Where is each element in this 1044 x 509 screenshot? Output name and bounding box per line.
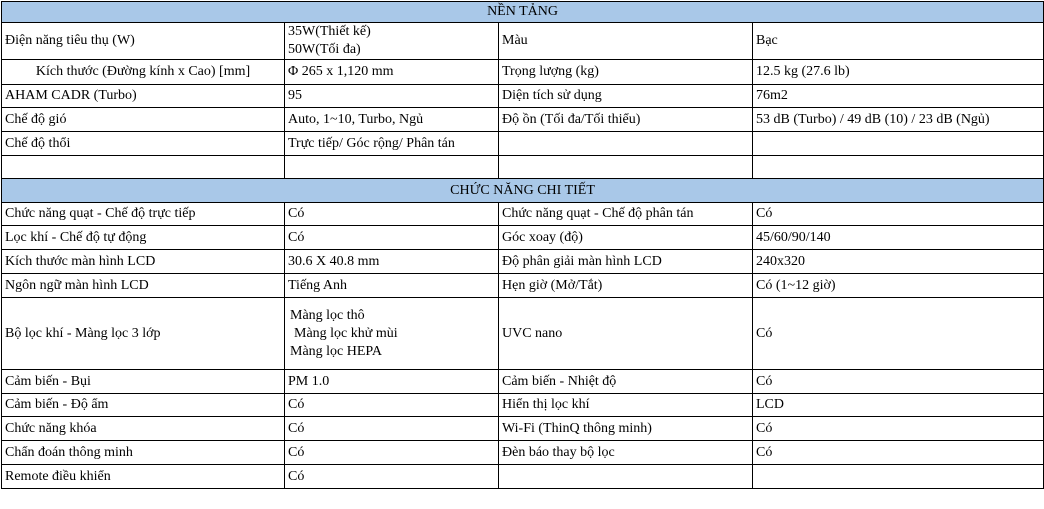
spec-label: Cảm biến - Nhiệt độ	[499, 370, 753, 394]
section-platform-title: NỀN TẢNG	[2, 2, 1044, 23]
spec-value: Có	[285, 465, 499, 489]
spec-value	[753, 156, 1044, 179]
spec-label: Cảm biến - Độ ẩm	[2, 394, 285, 417]
spec-label: Lọc khí - Chế độ tự động	[2, 226, 285, 250]
spec-label: Chẩn đoán thông minh	[2, 441, 285, 465]
table-row	[2, 85, 1044, 108]
spec-label: Điện năng tiêu thụ (W)	[2, 23, 285, 60]
spec-label: Góc xoay (độ)	[499, 226, 753, 250]
spec-value-line: 50W(Tối đa)	[288, 42, 361, 57]
spec-label: AHAM CADR (Turbo)	[2, 85, 285, 108]
spec-value: Có	[285, 394, 499, 417]
spec-value: Trực tiếp/ Góc rộng/ Phân tán	[285, 132, 499, 156]
spec-value	[753, 465, 1044, 489]
spec-value: Có	[753, 417, 1044, 441]
spec-label: Màu	[499, 23, 753, 60]
spec-value: 76m2	[753, 85, 1044, 108]
spec-value: Có (1~12 giờ)	[753, 274, 1044, 298]
spec-value-line: Màng lọc khử mùi	[294, 325, 398, 341]
spec-label	[499, 132, 753, 156]
spec-label: Chức năng khóa	[2, 417, 285, 441]
spec-label: Bộ lọc khí - Màng lọc 3 lớp	[2, 298, 285, 370]
spec-table	[1, 1, 1044, 489]
spec-label: Độ ồn (Tối đa/Tối thiểu)	[499, 108, 753, 132]
spec-label: Kích thước màn hình LCD	[2, 250, 285, 274]
table-row	[2, 394, 1044, 417]
section-header-row	[2, 2, 1044, 23]
spec-value: 240x320	[753, 250, 1044, 274]
table-row	[2, 203, 1044, 226]
spec-value: Bạc	[753, 23, 1044, 60]
spec-value: Có	[285, 226, 499, 250]
spec-value: 12.5 kg (27.6 lb)	[753, 60, 1044, 85]
section-header-row	[2, 179, 1044, 203]
spec-value: PM 1.0	[285, 370, 499, 394]
spec-value	[285, 156, 499, 179]
spec-value: Có	[753, 441, 1044, 465]
spec-label	[2, 156, 285, 179]
spec-label: Hiển thị lọc khí	[499, 394, 753, 417]
table-row	[2, 250, 1044, 274]
spec-label: Hẹn giờ (Mở/Tắt)	[499, 274, 753, 298]
table-row	[2, 370, 1044, 394]
spec-value: Có	[285, 203, 499, 226]
table-row	[2, 226, 1044, 250]
spec-label: Trọng lượng (kg)	[499, 60, 753, 85]
spec-label	[499, 156, 753, 179]
spec-value	[285, 23, 499, 60]
spec-value: Tiếng Anh	[285, 274, 499, 298]
spec-label: UVC nano	[499, 298, 753, 370]
table-row	[2, 156, 1044, 179]
spec-label: Độ phân giải màn hình LCD	[499, 250, 753, 274]
spec-value: 45/60/90/140	[753, 226, 1044, 250]
spec-value: Có	[285, 441, 499, 465]
table-row	[2, 108, 1044, 132]
table-row	[2, 417, 1044, 441]
table-row	[2, 441, 1044, 465]
spec-label: Kích thước (Đường kính x Cao) [mm]	[2, 60, 285, 85]
table-row	[2, 23, 1044, 60]
spec-value: 30.6 X 40.8 mm	[285, 250, 499, 274]
spec-value-line: Màng lọc thô	[290, 307, 365, 323]
spec-value: LCD	[753, 394, 1044, 417]
spec-value: Φ 265 x 1,120 mm	[285, 60, 499, 85]
spec-value: Có	[285, 417, 499, 441]
spec-label: Remote điều khiển	[2, 465, 285, 489]
table-row	[2, 274, 1044, 298]
table-row	[2, 60, 1044, 85]
spec-value	[285, 298, 499, 370]
spec-label: Chức năng quạt - Chế độ trực tiếp	[2, 203, 285, 226]
spec-label: Diện tích sử dụng	[499, 85, 753, 108]
spec-value: 53 dB (Turbo) / 49 dB (10) / 23 dB (Ngủ)	[753, 108, 1044, 132]
spec-value: 95	[285, 85, 499, 108]
spec-label: Wi-Fi (ThinQ thông minh)	[499, 417, 753, 441]
spec-label	[499, 465, 753, 489]
spec-value: Có	[753, 370, 1044, 394]
spec-label: Chế độ thổi	[2, 132, 285, 156]
spec-value: Có	[753, 203, 1044, 226]
spec-value-line: 35W(Thiết kế)	[288, 24, 371, 39]
spec-label: Đèn báo thay bộ lọc	[499, 441, 753, 465]
spec-label: Ngôn ngữ màn hình LCD	[2, 274, 285, 298]
spec-label: Cảm biến - Bụi	[2, 370, 285, 394]
table-row	[2, 465, 1044, 489]
spec-label: Chế độ gió	[2, 108, 285, 132]
spec-value: Có	[753, 298, 1044, 370]
spec-value	[753, 132, 1044, 156]
table-row	[2, 298, 1044, 370]
table-row	[2, 132, 1044, 156]
spec-value: Auto, 1~10, Turbo, Ngủ	[285, 108, 499, 132]
spec-value-line: Màng lọc HEPA	[290, 343, 383, 359]
spec-label: Chức năng quạt - Chế độ phân tán	[499, 203, 753, 226]
section-features-title: CHỨC NĂNG CHI TIẾT	[2, 179, 1044, 203]
